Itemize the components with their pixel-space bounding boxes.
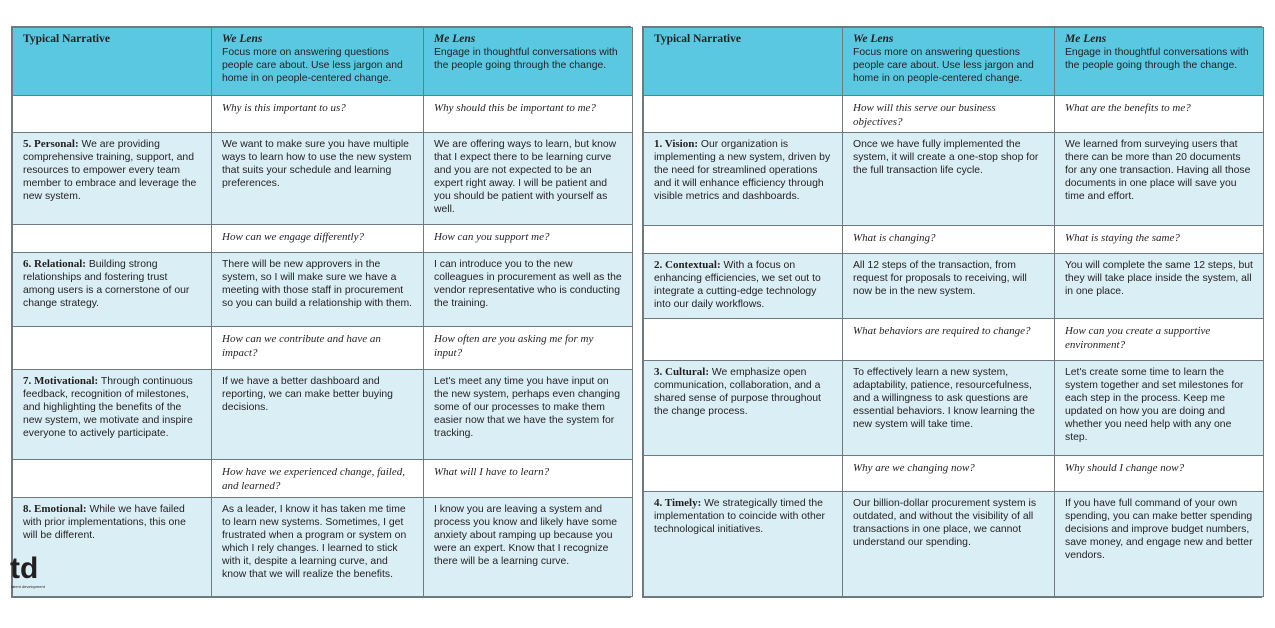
we-question: How can we engage differently? <box>212 225 424 253</box>
right-panel <box>642 26 1262 598</box>
me-question: How often are you asking me for my input? <box>424 327 633 370</box>
we-question: How can we contribute and have an impact? <box>212 327 424 370</box>
me-lens-cell: I know you are leaving a system and process you know and likely have some anxiety about ramping up because you were an expert. Know that I recognize there will be a learning curve. <box>424 498 633 597</box>
narrative-label: 7. Motivational: <box>23 375 99 387</box>
we-lens-cell: To effectively learn a new system, adaptability, patience, resourcefulness, and a willingness to ask questions are essential behaviors. I know learning the new system will take time. <box>843 361 1055 456</box>
narrative-table-right <box>643 27 1264 597</box>
narrative-cell <box>644 492 843 597</box>
content-row <box>644 254 1264 319</box>
me-lens-cell: Let's meet any time you have input on the new system, perhaps even changing some of our processes to make them easier now that we have the system for tracking. <box>424 370 633 460</box>
narrative-cell <box>644 133 843 226</box>
narrative-cell <box>13 253 212 327</box>
content-row <box>13 133 633 225</box>
content-row <box>644 133 1264 226</box>
question-row <box>13 225 633 253</box>
content-row <box>644 361 1264 456</box>
we-question: What behaviors are required to change? <box>843 319 1055 361</box>
td-logo-caption: talent development <box>11 584 45 589</box>
we-question: How have we experienced change, failed, and learned? <box>212 460 424 498</box>
content-row <box>644 492 1264 597</box>
question-row <box>13 327 633 370</box>
narrative-label: 3. Cultural: <box>654 366 709 378</box>
header-we-lens: We Lens Focus more on answering questions people care about. Use less jargon and home in on people-centered change. <box>212 28 424 96</box>
question-row <box>644 319 1264 361</box>
header-row <box>644 28 1264 96</box>
td-logo-mark: td <box>10 552 39 585</box>
narrative-text: We strategically timed the implementation to coincide with other technological initiatives. <box>654 498 825 535</box>
question-blank-cell <box>644 226 843 254</box>
question-row <box>13 96 633 133</box>
me-lens-cell: We learned from surveying users that there can be more than 20 documents for any one transaction. Having all those documents in one place will save you time and effort. <box>1055 133 1264 226</box>
narrative-text: With a focus on enhancing efficiencies, we set out to integrate a cutting-edge technology into our daily workflows. <box>654 260 821 310</box>
question-blank-cell <box>644 456 843 492</box>
narrative-text: We are providing comprehensive training, support, and resources to empower every team member to embrace and leverage the new system. <box>23 139 197 202</box>
content-row <box>13 370 633 460</box>
we-lens-cell: There will be new approvers in the system, so I will make sure we have a meeting with those staff in procurement so you can build a relationship with them. <box>212 253 424 327</box>
narrative-label: 2. Contextual: <box>654 259 721 271</box>
we-lens-cell: If we have a better dashboard and reporting, we can make better buying decisions. <box>212 370 424 460</box>
we-lens-cell: Our billion-dollar procurement system is outdated, and without the visibility of all transactions in one place, we cannot understand our spending. <box>843 492 1055 597</box>
narrative-cell <box>13 370 212 460</box>
header-typical-narrative: Typical Narrative <box>13 28 212 96</box>
narrative-text: Through continuous feedback, recognition of milestones, and highlighting the benefits of the new system, we motivate and inspire everyone to actively participate. <box>23 376 193 439</box>
question-row <box>644 456 1264 492</box>
content-row <box>13 498 633 597</box>
question-blank-cell <box>644 96 843 133</box>
we-lens-cell: As a leader, I know it has taken me time to learn new systems. Sometimes, I get frustrated when a program or system on which I rely changes. I learned to stick with it, despite a learning curve, and know that we will realize the benefits. <box>212 498 424 597</box>
left-panel <box>11 26 631 598</box>
narrative-cell <box>13 133 212 225</box>
header-typical-narrative: Typical Narrative <box>644 28 843 96</box>
narrative-table-left <box>12 27 633 597</box>
question-row <box>644 96 1264 133</box>
question-row <box>13 460 633 498</box>
we-lens-cell: All 12 steps of the transaction, from request for proposals to receiving, will now be in the new system. <box>843 254 1055 319</box>
me-lens-cell: You will complete the same 12 steps, but they will take place inside the system, all in one place. <box>1055 254 1264 319</box>
header-we-lens: We Lens Focus more on answering questions people care about. Use less jargon and home in on people-centered change. <box>843 28 1055 96</box>
we-question: Why are we changing now? <box>843 456 1055 492</box>
question-blank-cell <box>644 319 843 361</box>
me-question: Why should I change now? <box>1055 456 1264 492</box>
we-question: What is changing? <box>843 226 1055 254</box>
me-question: How can you support me? <box>424 225 633 253</box>
narrative-cell <box>644 254 843 319</box>
me-question: Why should this be important to me? <box>424 96 633 133</box>
header-me-lens: Me Lens Engage in thoughtful conversations with the people going through the change. <box>424 28 633 96</box>
me-question: What are the benefits to me? <box>1055 96 1264 133</box>
we-question: Why is this important to us? <box>212 96 424 133</box>
narrative-cell <box>644 361 843 456</box>
me-lens-cell: We are offering ways to learn, but know that I expect there to be learning curve and you are not expected to be an expert right away. I will be patient and you should be patient with yourself as well. <box>424 133 633 225</box>
me-lens-cell: If you have full command of your own spending, you can make better spending decisions and improve budget numbers, save money, and engage new and better vendors. <box>1055 492 1264 597</box>
narrative-text: Our organization is implementing a new system, driven by the need for streamlined operations and it will enhance efficiency through visible metrics and dashboards. <box>654 139 831 202</box>
me-question: What is staying the same? <box>1055 226 1264 254</box>
narrative-label: 1. Vision: <box>654 138 699 150</box>
header-row <box>13 28 633 96</box>
narrative-text: We emphasize open communication, collaboration, and a shared sense of purpose throughout the change process. <box>654 367 821 417</box>
narrative-label: 4. Timely: <box>654 497 702 509</box>
we-lens-cell: We want to make sure you have multiple ways to learn how to use the new system that suits your schedule and learning preferences. <box>212 133 424 225</box>
me-lens-cell: I can introduce you to the new colleagues in procurement as well as the vendor representative who is conducting the training. <box>424 253 633 327</box>
narrative-label: 6. Relational: <box>23 258 86 270</box>
we-lens-cell: Once we have fully implemented the system, it will create a one-stop shop for the full transaction life cycle. <box>843 133 1055 226</box>
me-question: How can you create a supportive environment? <box>1055 319 1264 361</box>
td-logo <box>10 551 50 591</box>
question-blank-cell <box>13 460 212 498</box>
me-lens-cell: Let's create some time to learn the system together and set milestones for each step in the process. Keep me updated on how you are doing and whether you need help with any one step. <box>1055 361 1264 456</box>
narrative-text: While we have failed with prior implementations, this one will be different. <box>23 504 186 541</box>
we-question: How will this serve our business objectives? <box>843 96 1055 133</box>
content-row <box>13 253 633 327</box>
narrative-label: 8. Emotional: <box>23 503 87 515</box>
narrative-text: Building strong relationships and fostering trust among users is a cornerstone of our change strategy. <box>23 259 190 309</box>
question-row <box>644 226 1264 254</box>
header-me-lens: Me Lens Engage in thoughtful conversations with the people going through the change. <box>1055 28 1264 96</box>
question-blank-cell <box>13 225 212 253</box>
narrative-label: 5. Personal: <box>23 138 79 150</box>
question-blank-cell <box>13 96 212 133</box>
question-blank-cell <box>13 327 212 370</box>
me-question: What will I have to learn? <box>424 460 633 498</box>
